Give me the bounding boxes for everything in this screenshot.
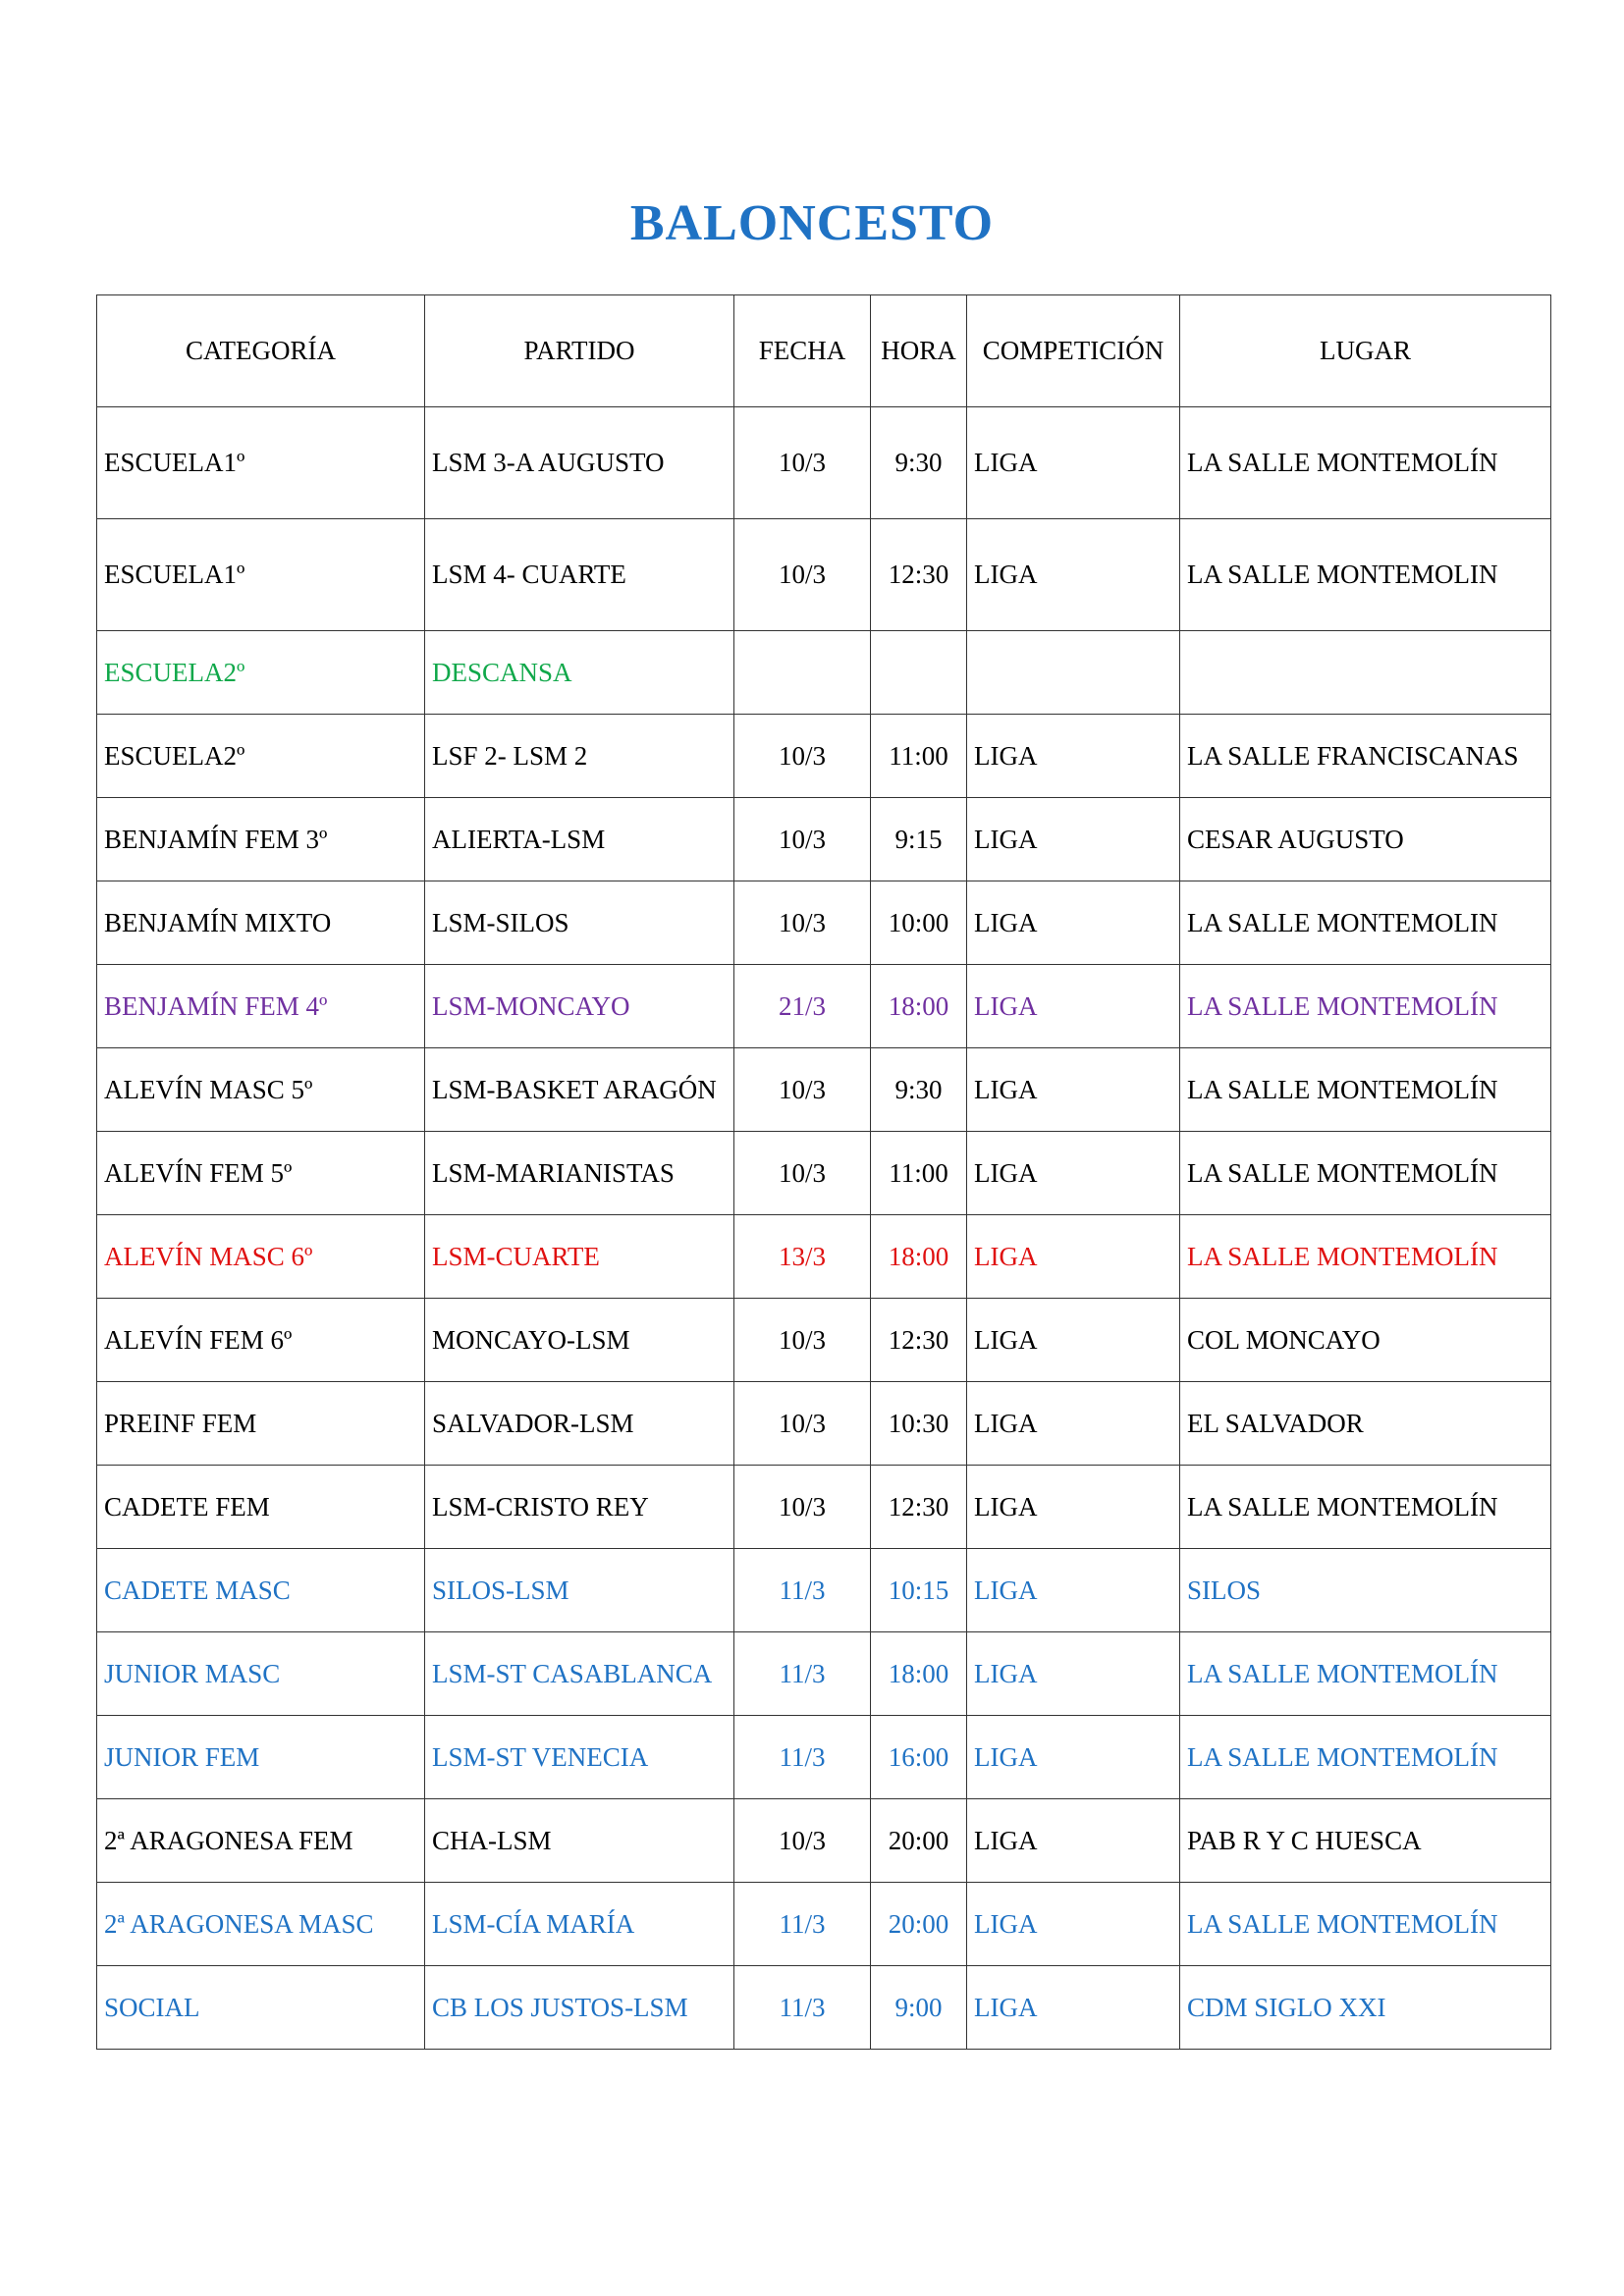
cell-hora: 9:00 (871, 1966, 967, 2050)
table-row (97, 1048, 1551, 1132)
cell-hora: 10:30 (871, 1382, 967, 1466)
cell-partido: SALVADOR-LSM (425, 1382, 734, 1466)
cell-partido: MONCAYO-LSM (425, 1299, 734, 1382)
cell-categoria: BENJAMÍN MIXTO (97, 881, 425, 965)
cell-partido: SILOS-LSM (425, 1549, 734, 1632)
cell-fecha (734, 631, 871, 715)
header-categoria: CATEGORÍA (97, 295, 425, 407)
cell-lugar: EL SALVADOR (1180, 1382, 1551, 1466)
cell-categoria: PREINF FEM (97, 1382, 425, 1466)
cell-lugar: LA SALLE MONTEMOLÍN (1180, 1132, 1551, 1215)
cell-competicion: LIGA (967, 1215, 1180, 1299)
cell-partido: DESCANSA (425, 631, 734, 715)
cell-lugar: LA SALLE MONTEMOLÍN (1180, 1466, 1551, 1549)
cell-competicion: LIGA (967, 1132, 1180, 1215)
cell-lugar: CESAR AUGUSTO (1180, 798, 1551, 881)
cell-hora: 18:00 (871, 1215, 967, 1299)
cell-partido: CHA-LSM (425, 1799, 734, 1883)
cell-competicion: LIGA (967, 1299, 1180, 1382)
cell-competicion: LIGA (967, 965, 1180, 1048)
cell-hora: 12:30 (871, 1466, 967, 1549)
cell-competicion: LIGA (967, 1549, 1180, 1632)
cell-categoria: ALEVÍN MASC 5º (97, 1048, 425, 1132)
cell-fecha: 21/3 (734, 965, 871, 1048)
table-row (97, 798, 1551, 881)
cell-competicion: LIGA (967, 1382, 1180, 1466)
cell-competicion (967, 631, 1180, 715)
cell-fecha: 10/3 (734, 1132, 871, 1215)
table-row (97, 1632, 1551, 1716)
table-row (97, 1716, 1551, 1799)
cell-partido: LSM-ST CASABLANCA (425, 1632, 734, 1716)
header-hora: HORA (871, 295, 967, 407)
cell-categoria: BENJAMÍN FEM 3º (97, 798, 425, 881)
cell-fecha: 11/3 (734, 1632, 871, 1716)
cell-hora: 20:00 (871, 1883, 967, 1966)
cell-lugar: LA SALLE FRANCISCANAS (1180, 715, 1551, 798)
cell-categoria: JUNIOR FEM (97, 1716, 425, 1799)
table-row (97, 881, 1551, 965)
cell-fecha: 10/3 (734, 1382, 871, 1466)
cell-competicion: LIGA (967, 1632, 1180, 1716)
cell-hora: 12:30 (871, 1299, 967, 1382)
cell-partido: LSM-MARIANISTAS (425, 1132, 734, 1215)
cell-competicion: LIGA (967, 715, 1180, 798)
cell-categoria: ALEVÍN FEM 5º (97, 1132, 425, 1215)
cell-partido: LSM 3-A AUGUSTO (425, 407, 734, 519)
cell-lugar: LA SALLE MONTEMOLÍN (1180, 407, 1551, 519)
table-row (97, 407, 1551, 519)
cell-hora: 9:30 (871, 1048, 967, 1132)
cell-fecha: 11/3 (734, 1716, 871, 1799)
cell-hora (871, 631, 967, 715)
cell-fecha: 11/3 (734, 1966, 871, 2050)
cell-partido: LSM-CRISTO REY (425, 1466, 734, 1549)
cell-competicion: LIGA (967, 798, 1180, 881)
cell-categoria: ESCUELA2º (97, 715, 425, 798)
header-competicion: COMPETICIÓN (967, 295, 1180, 407)
cell-lugar: LA SALLE MONTEMOLÍN (1180, 1215, 1551, 1299)
cell-fecha: 11/3 (734, 1883, 871, 1966)
header-fecha: FECHA (734, 295, 871, 407)
cell-partido: LSM-CÍA MARÍA (425, 1883, 734, 1966)
cell-categoria: 2ª ARAGONESA MASC (97, 1883, 425, 1966)
cell-lugar: COL MONCAYO (1180, 1299, 1551, 1382)
header-partido: PARTIDO (425, 295, 734, 407)
cell-fecha: 10/3 (734, 407, 871, 519)
cell-lugar: LA SALLE MONTEMOLIN (1180, 881, 1551, 965)
cell-hora: 10:15 (871, 1549, 967, 1632)
table-row (97, 631, 1551, 715)
table-row (97, 1132, 1551, 1215)
cell-competicion: LIGA (967, 519, 1180, 631)
cell-fecha: 10/3 (734, 1048, 871, 1132)
cell-categoria: CADETE FEM (97, 1466, 425, 1549)
cell-competicion: LIGA (967, 1799, 1180, 1883)
table-row (97, 1799, 1551, 1883)
cell-partido: LSM 4- CUARTE (425, 519, 734, 631)
cell-lugar (1180, 631, 1551, 715)
cell-categoria: SOCIAL (97, 1966, 425, 2050)
cell-lugar: LA SALLE MONTEMOLÍN (1180, 1883, 1551, 1966)
schedule-body (97, 407, 1551, 2050)
cell-partido: LSM-CUARTE (425, 1215, 734, 1299)
cell-categoria: ALEVÍN FEM 6º (97, 1299, 425, 1382)
table-row (97, 519, 1551, 631)
cell-lugar: PAB R Y C HUESCA (1180, 1799, 1551, 1883)
cell-fecha: 10/3 (734, 519, 871, 631)
cell-lugar: LA SALLE MONTEMOLÍN (1180, 1048, 1551, 1132)
cell-hora: 20:00 (871, 1799, 967, 1883)
cell-fecha: 11/3 (734, 1549, 871, 1632)
cell-competicion: LIGA (967, 1966, 1180, 2050)
cell-categoria: BENJAMÍN FEM 4º (97, 965, 425, 1048)
table-row (97, 1466, 1551, 1549)
cell-hora: 10:00 (871, 881, 967, 965)
table-row (97, 965, 1551, 1048)
cell-hora: 9:30 (871, 407, 967, 519)
cell-partido: LSM-ST VENECIA (425, 1716, 734, 1799)
cell-hora: 16:00 (871, 1716, 967, 1799)
table-row (97, 1382, 1551, 1466)
cell-fecha: 10/3 (734, 1466, 871, 1549)
cell-lugar: SILOS (1180, 1549, 1551, 1632)
cell-fecha: 13/3 (734, 1215, 871, 1299)
cell-categoria: CADETE MASC (97, 1549, 425, 1632)
cell-hora: 11:00 (871, 1132, 967, 1215)
cell-fecha: 10/3 (734, 1299, 871, 1382)
page-title: BALONCESTO (629, 195, 995, 251)
cell-categoria: ESCUELA2º (97, 631, 425, 715)
cell-competicion: LIGA (967, 1048, 1180, 1132)
cell-hora: 12:30 (871, 519, 967, 631)
cell-lugar: LA SALLE MONTEMOLÍN (1180, 965, 1551, 1048)
table-row (97, 1883, 1551, 1966)
header-row (97, 295, 1551, 407)
cell-hora: 9:15 (871, 798, 967, 881)
cell-categoria: ALEVÍN MASC 6º (97, 1215, 425, 1299)
cell-lugar: LA SALLE MONTEMOLÍN (1180, 1716, 1551, 1799)
table-row (97, 715, 1551, 798)
cell-hora: 18:00 (871, 965, 967, 1048)
cell-hora: 11:00 (871, 715, 967, 798)
cell-partido: CB LOS JUSTOS-LSM (425, 1966, 734, 2050)
table-row (97, 1215, 1551, 1299)
header-lugar: LUGAR (1180, 295, 1551, 407)
cell-partido: LSM-MONCAYO (425, 965, 734, 1048)
cell-fecha: 10/3 (734, 715, 871, 798)
cell-partido: LSM-BASKET ARAGÓN (425, 1048, 734, 1132)
cell-fecha: 10/3 (734, 881, 871, 965)
cell-competicion: LIGA (967, 1466, 1180, 1549)
cell-lugar: LA SALLE MONTEMOLÍN (1180, 1632, 1551, 1716)
cell-hora: 18:00 (871, 1632, 967, 1716)
cell-partido: ALIERTA-LSM (425, 798, 734, 881)
cell-partido: LSF 2- LSM 2 (425, 715, 734, 798)
table-row (97, 1966, 1551, 2050)
schedule-table (96, 294, 1551, 2050)
cell-competicion: LIGA (967, 1883, 1180, 1966)
cell-categoria: 2ª ARAGONESA FEM (97, 1799, 425, 1883)
cell-categoria: ESCUELA1º (97, 407, 425, 519)
cell-competicion: LIGA (967, 407, 1180, 519)
cell-partido: LSM-SILOS (425, 881, 734, 965)
cell-lugar: CDM SIGLO XXI (1180, 1966, 1551, 2050)
cell-categoria: JUNIOR MASC (97, 1632, 425, 1716)
cell-categoria: ESCUELA1º (97, 519, 425, 631)
table-row (97, 1299, 1551, 1382)
cell-fecha: 10/3 (734, 1799, 871, 1883)
cell-competicion: LIGA (967, 1716, 1180, 1799)
cell-competicion: LIGA (967, 881, 1180, 965)
cell-lugar: LA SALLE MONTEMOLIN (1180, 519, 1551, 631)
table-row (97, 1549, 1551, 1632)
cell-fecha: 10/3 (734, 798, 871, 881)
